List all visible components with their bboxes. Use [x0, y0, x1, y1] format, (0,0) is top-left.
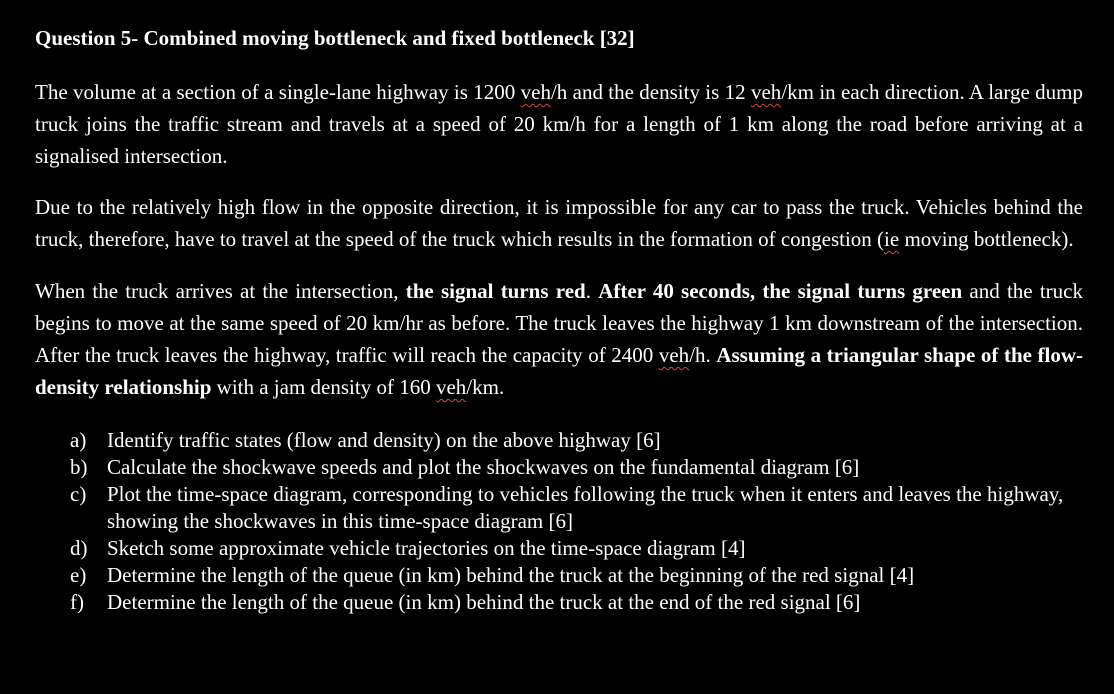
list-item: [35, 427, 1083, 454]
spellcheck-word: veh: [750, 80, 782, 104]
text-run: and the truck begins to move at the same speed of 20 km/hr as before. The truck leaves the highway 1 km downstream of the intersection. After the truck leaves the highway, traffic will reach the capacity of 2400: [35, 279, 1083, 367]
document-page: [35, 22, 1083, 616]
list-item: [35, 481, 1083, 535]
text-run: with a jam density of 160: [211, 375, 436, 399]
text-run: /h.: [689, 343, 717, 367]
list-item-text: Sketch some approximate vehicle trajectories on the time-space diagram [4]: [107, 536, 746, 560]
text-run: /h and the density is 12: [550, 80, 751, 104]
text-run: /km.: [466, 375, 505, 399]
paragraph-signal: [35, 275, 1083, 403]
paragraph-traffic-conditions: [35, 76, 1083, 172]
list-marker: c): [70, 482, 87, 506]
list-item-text: Determine the length of the queue (in km) behind the truck at the beginning of the red signal [4]: [107, 563, 915, 587]
list-item: [35, 589, 1083, 616]
list-item: [35, 535, 1083, 562]
question-list: [35, 427, 1083, 616]
list-item-text: Plot the time-space diagram, corresponding to vehicles following the truck when it enters and leaves the highway, showing the shockwaves in this time-space diagram [6]: [107, 482, 1064, 533]
list-item-text: Identify traffic states (flow and density) on the above highway [6]: [107, 428, 661, 452]
bold-text: After 40 seconds, the signal turns green: [598, 279, 963, 303]
spellcheck-word: ie: [884, 227, 900, 251]
text-run: .: [585, 279, 599, 303]
text-run: moving bottleneck).: [899, 227, 1074, 251]
text-run: When the truck arrives at the intersection,: [35, 279, 406, 303]
list-marker: e): [70, 563, 87, 587]
list-item: [35, 454, 1083, 481]
spellcheck-word: veh: [658, 343, 690, 367]
list-marker: a): [70, 428, 87, 452]
list-marker: f): [70, 590, 84, 614]
text-run: The volume at a section of a single-lane highway is 1200: [35, 80, 521, 104]
bold-text: the signal turns red: [405, 279, 586, 303]
list-marker: d): [70, 536, 88, 560]
spellcheck-word: veh: [435, 375, 467, 399]
list-item-text: Calculate the shockwave speeds and plot the shockwaves on the fundamental diagram [6]: [107, 455, 860, 479]
spellcheck-word: veh: [520, 80, 551, 104]
bold-text: Assuming a triangular shape of the flow-density relationship: [35, 343, 1084, 399]
paragraph-moving-bottleneck: [35, 191, 1083, 255]
text-run: /km in each direction. A large dump truck joins the traffic stream and travels at a speed of 20 km/h for a length of 1 km along the road before arriving at a signalised intersection.: [35, 80, 1083, 168]
list-marker: b): [70, 455, 88, 479]
text-run: Due to the relatively high flow in the opposite direction, it is impossible for any car to pass the truck. Vehicles behind the truck, therefore, have to travel at the speed of the truck which results in the formation of congestion (: [35, 195, 1083, 251]
list-item: [35, 562, 1083, 589]
question-title: Question 5- Combined moving bottleneck and fixed bottleneck [32]: [35, 26, 635, 50]
list-item-text: Determine the length of the queue (in km) behind the truck at the end of the red signal [6]: [107, 590, 861, 614]
